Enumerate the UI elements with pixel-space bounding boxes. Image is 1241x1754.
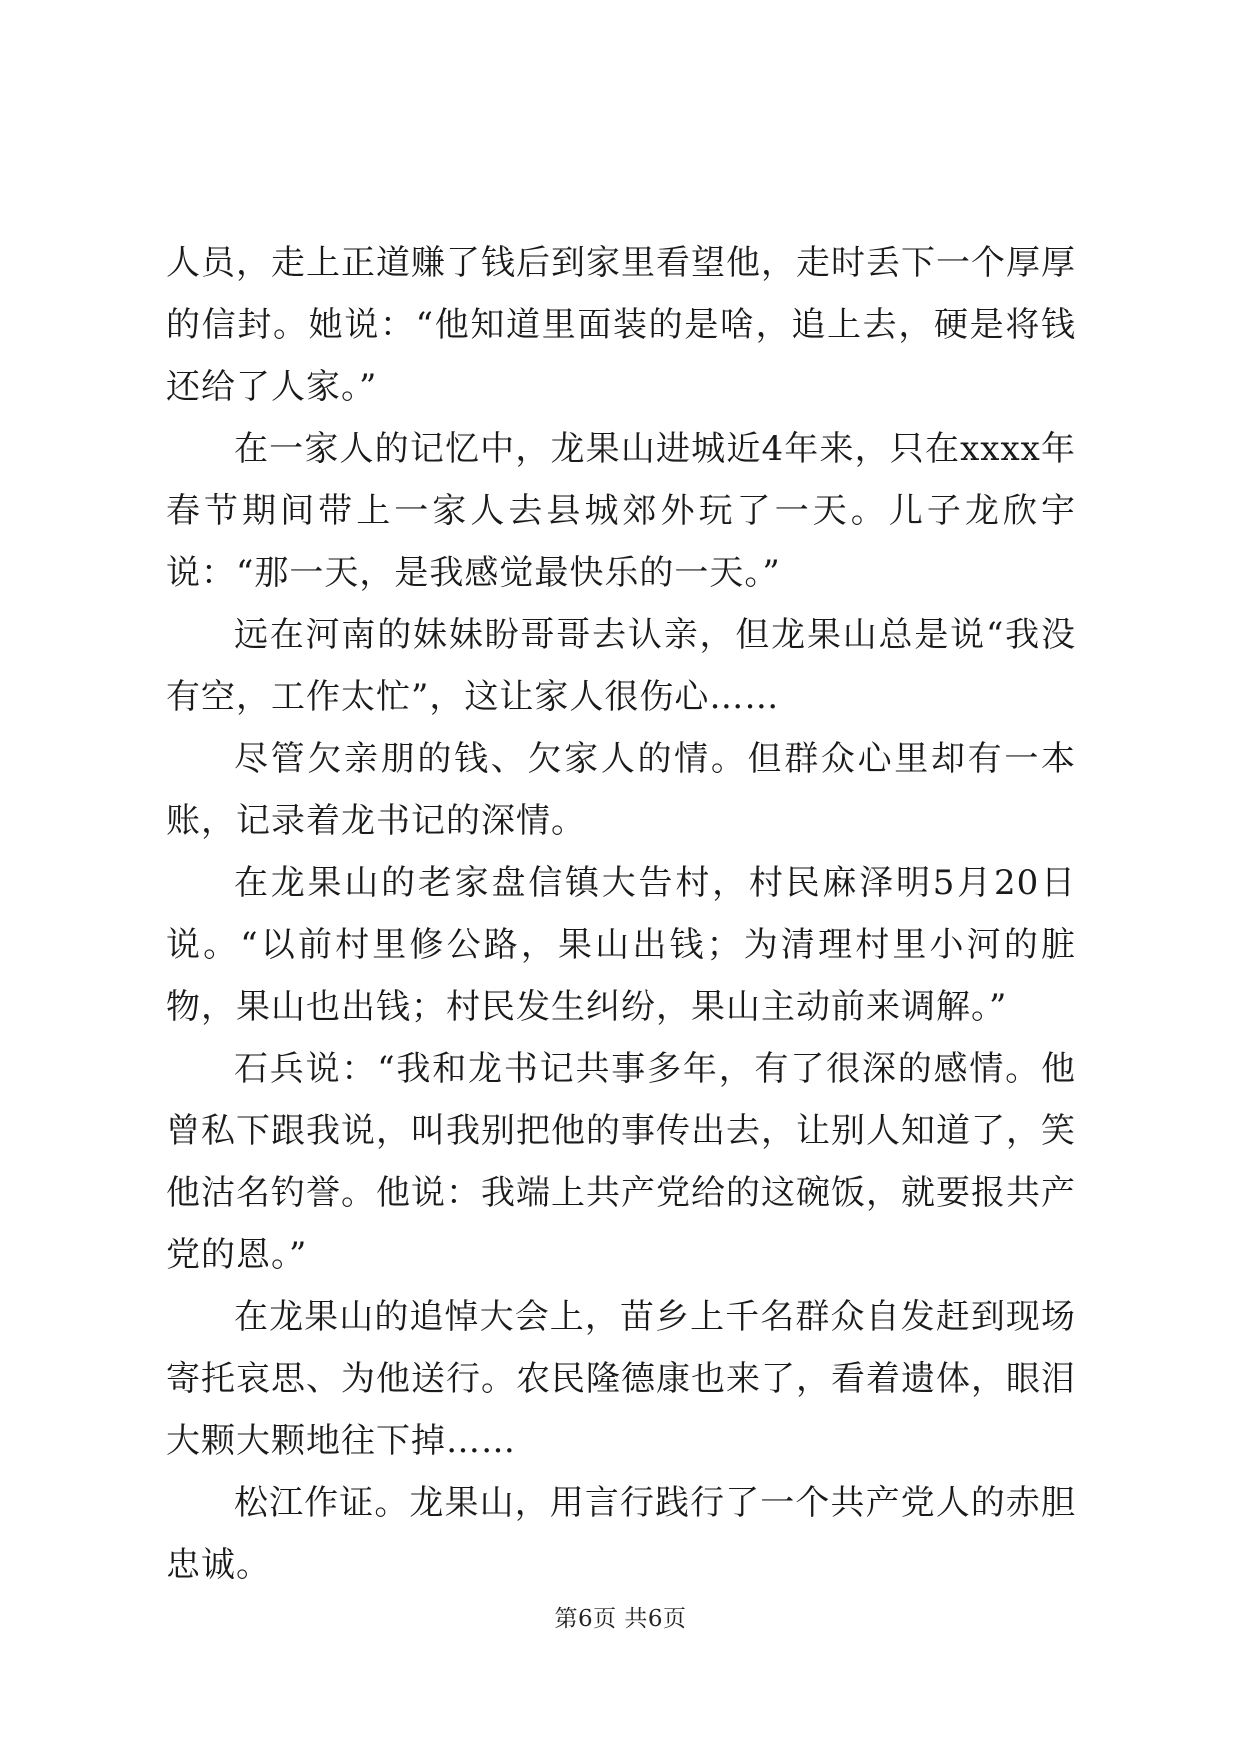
paragraph: 尽管欠亲朋的钱、欠家人的情。但群众心里却有一本账，记录着龙书记的深情。 — [166, 739, 1076, 841]
paragraph: 石兵说：“我和龙书记共事多年，有了很深的感情。他曾私下跟我说，叫我别把他的事传出去，让别人知道了，笑他沽名钓誉。他说：我端上共产党给的这碗饭，就要报共产党的恩。” — [166, 1049, 1076, 1275]
paragraph: 松江作证。龙果山，用言行践行了一个共产党人的赤胆忠诚。 — [166, 1483, 1076, 1585]
paragraph: 远在河南的妹妹盼哥哥去认亲，但龙果山总是说“我没有空，工作太忙”，这让家人很伤心…… — [166, 615, 1076, 717]
paragraph: 在龙果山的追悼大会上，苗乡上千名群众自发赶到现场寄托哀思、为他送行。农民隆德康也来了，看着遗体，眼泪大颗大颗地往下掉…… — [166, 1297, 1076, 1461]
document-body — [166, 232, 1076, 1596]
paragraph: 在龙果山的老家盘信镇大告村，村民麻泽明5月20日说。“以前村里修公路，果山出钱；为清理村里小河的脏物，果山也出钱；村民发生纠纷，果山主动前来调解。” — [166, 863, 1076, 1027]
page-number-footer: 第6页 共6页 — [554, 1606, 687, 1632]
paragraph-continuation: 人员，走上正道赚了钱后到家里看望他，走时丢下一个厚厚的信封。她说：“他知道里面装的是啥，追上去，硬是将钱还给了人家。” — [166, 243, 1076, 407]
paragraph: 在一家人的记忆中，龙果山进城近4年来，只在xxxx年春节期间带上一家人去县城郊外玩了一天。儿子龙欣宇说：“那一天，是我感觉最快乐的一天。” — [166, 429, 1076, 593]
